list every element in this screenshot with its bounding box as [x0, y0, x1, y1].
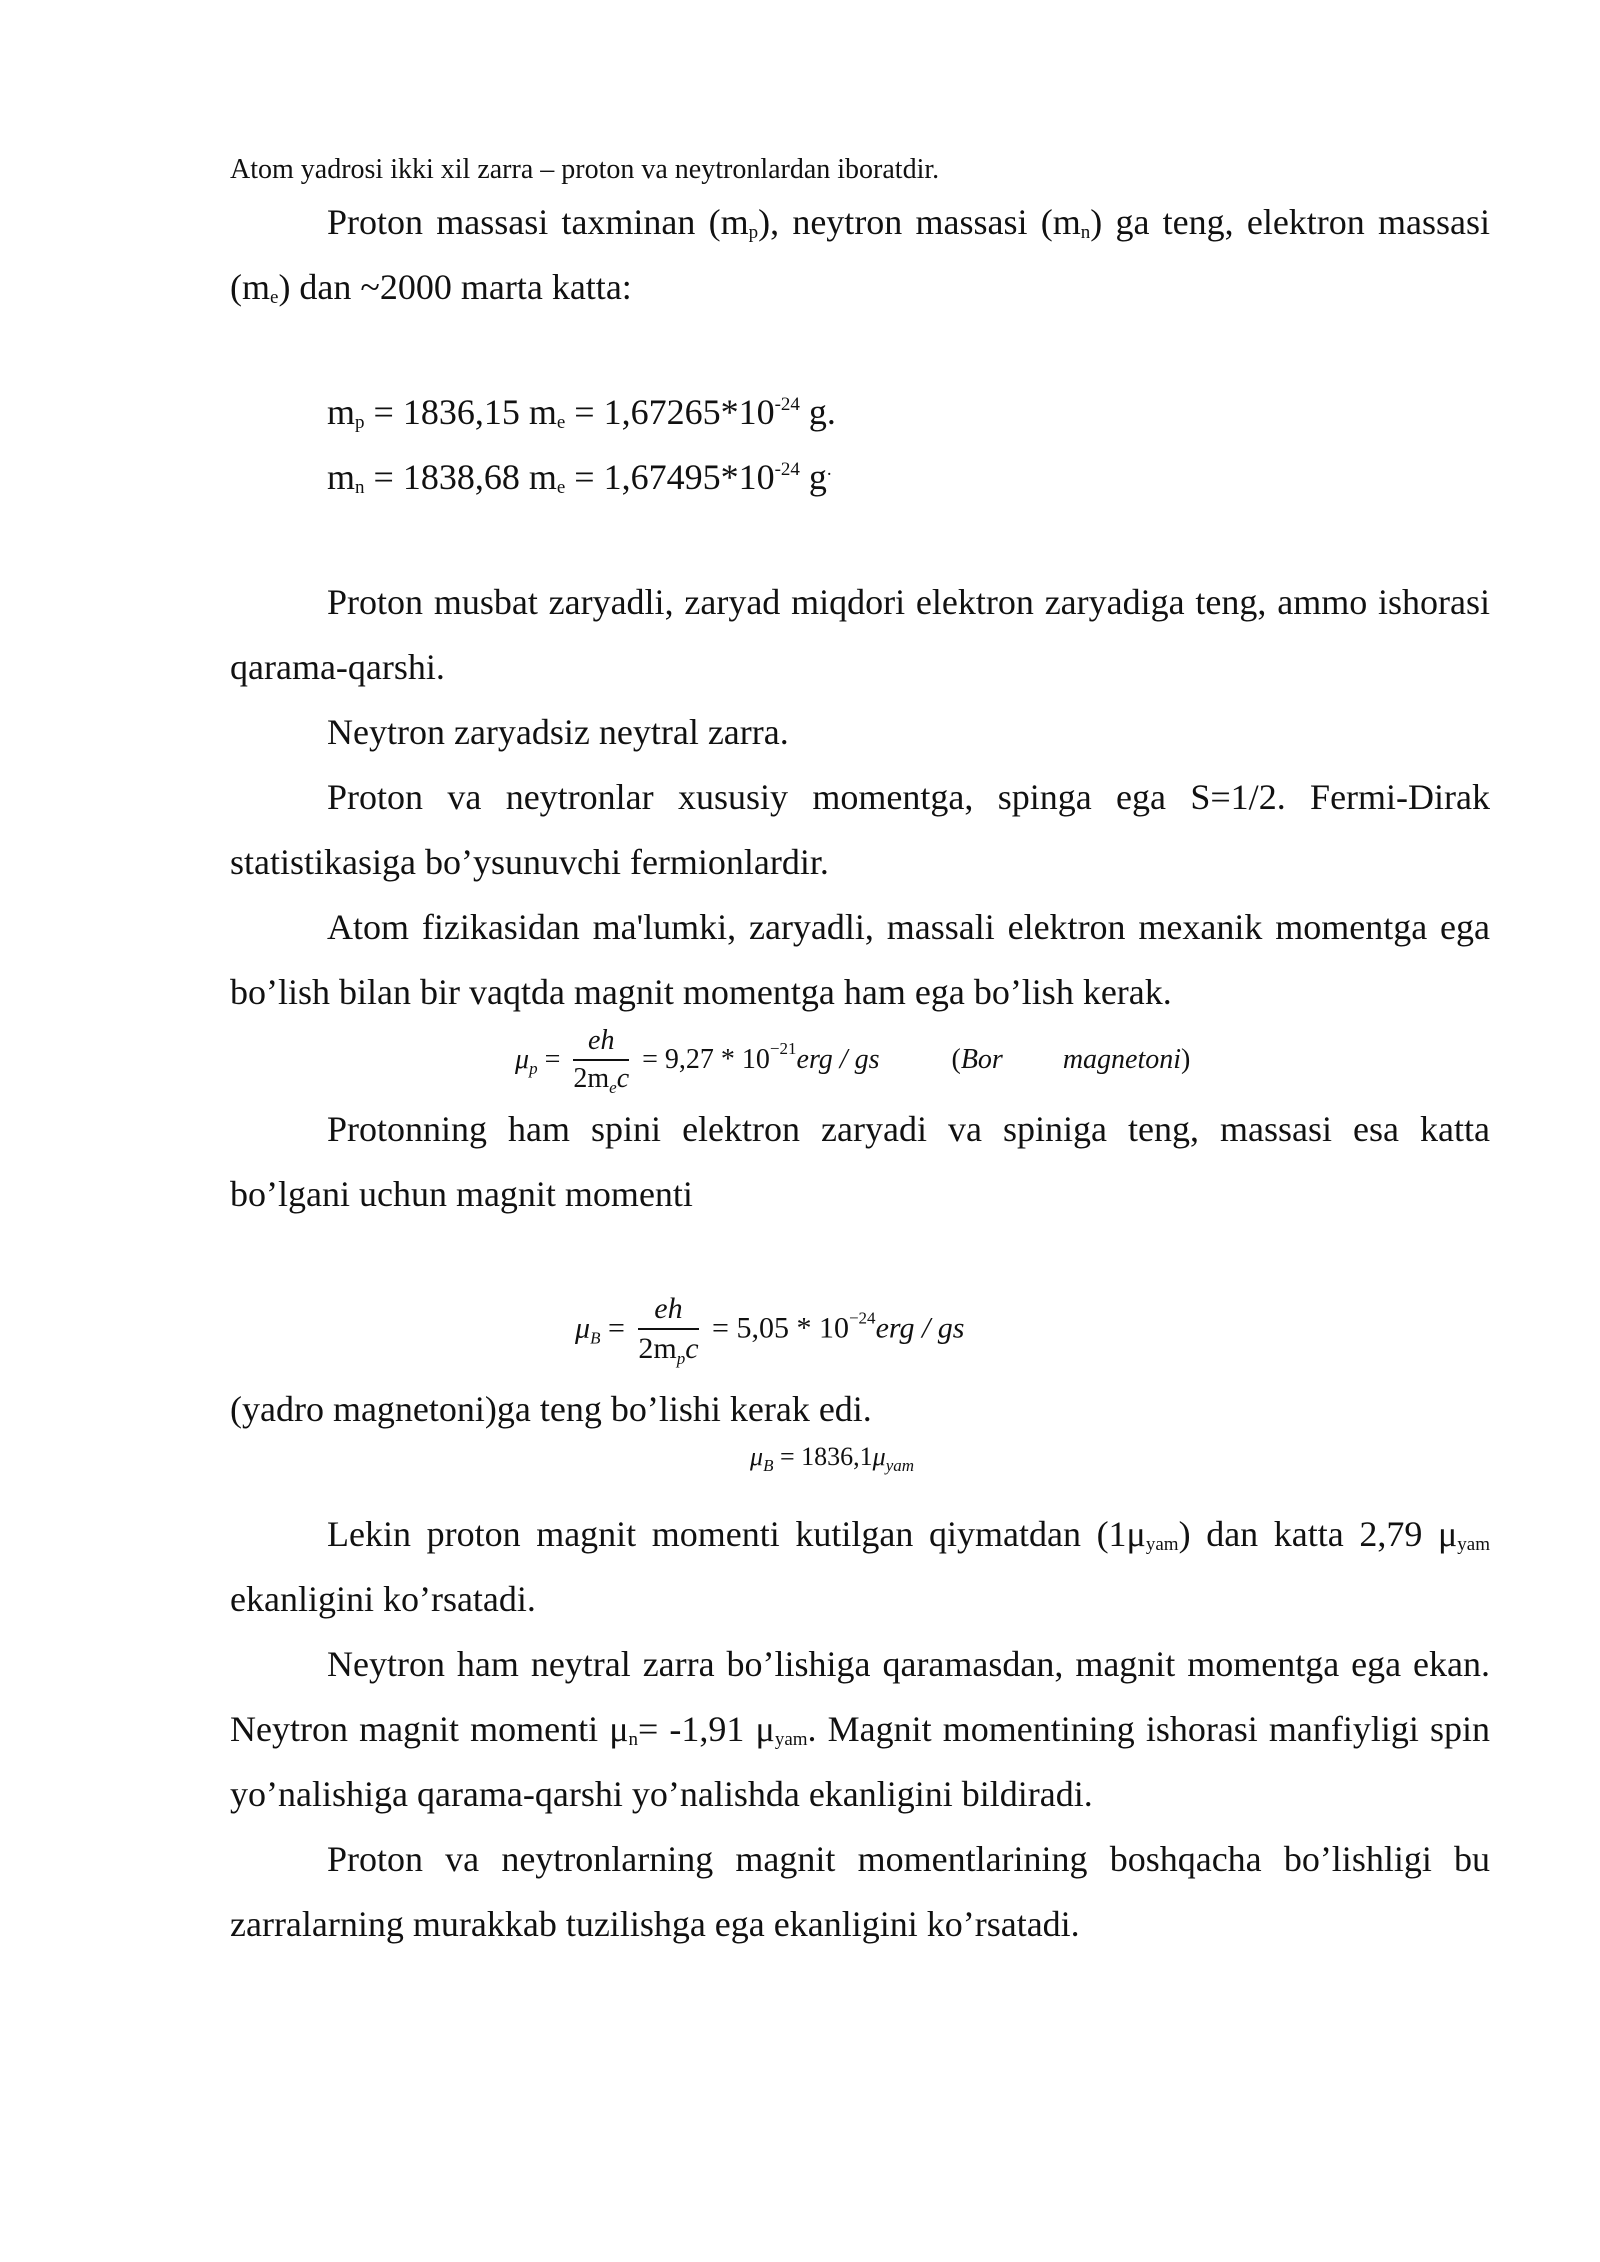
p9-sub-yam: yam: [774, 1729, 808, 1750]
p9-text-a: Neytron ham neytral zarra bo’lishiga qaramasdan, magnit momentga ega ekan. Neytron magnit momenti μ: [230, 1644, 1490, 1749]
f3-mu-sub: B: [763, 1456, 774, 1475]
document-page: [230, 150, 1490, 1957]
f2-mu: μ: [575, 1311, 591, 1345]
f1-paren-close: ): [1181, 1043, 1191, 1075]
eq-mp-sub: p: [355, 412, 365, 433]
paragraph-mass-comparison: [230, 190, 1490, 320]
p1-text-d: ) dan ~2000 marta katta:: [278, 267, 632, 307]
eq-mn-value: = 1,67495*10: [565, 457, 775, 497]
paragraph-proton-moment: [230, 1502, 1490, 1632]
f1-rhs: = 9,27 * 10: [642, 1043, 770, 1075]
formula-mu-b-relation: [750, 1442, 1490, 1492]
p9-text-c: . Magnit momentining ishorasi manfiyligi spin yo’nalishiga qarama-qarshi yo’nalishda ekanligini bildiradi.: [230, 1709, 1490, 1814]
p1-sub-p: p: [748, 222, 759, 243]
eq-mn-m: m: [327, 457, 356, 497]
f2-equals: =: [607, 1311, 625, 1345]
p1-text-c: ) ga teng, elektron massasi (m: [230, 202, 1491, 307]
eq-mn-sub-e: e: [556, 477, 566, 498]
f2-exponent: −24: [848, 1308, 876, 1328]
p9-text-b: = -1,91 μ: [638, 1709, 775, 1749]
f3-rhs: = 1836,1: [779, 1442, 873, 1471]
p1-text-b: ), neytron massasi (m: [758, 202, 1081, 242]
formula-nuclear-magneton: [575, 1292, 1490, 1377]
f1-den-sub: e: [609, 1078, 617, 1097]
f2-fraction: [638, 1292, 698, 1369]
p1-sub-e: e: [270, 287, 279, 308]
f1-exponent: −21: [769, 1038, 797, 1058]
intro-line: Atom yadrosi ikki xil zarra – proton va neytronlardan iboratdir.: [230, 154, 940, 185]
eq-mn-unit: g: [799, 457, 827, 497]
p9-sub-n: n: [628, 1729, 639, 1750]
eq-mp-m: m: [327, 392, 356, 432]
eq-mn-dot: .: [826, 459, 832, 480]
f1-note-bor: Bor: [960, 1043, 1003, 1075]
p8-text-b: ) dan katta 2,79 μ: [1178, 1514, 1458, 1554]
f1-equals: =: [544, 1043, 561, 1075]
p8-text-c: ekanligini ko’rsatadi.: [230, 1579, 536, 1619]
f2-mu-sub: B: [590, 1328, 601, 1348]
p8-sub-yam-1: yam: [1145, 1534, 1179, 1555]
p8-text-a: Lekin proton magnit momenti kutilgan qiymatdan (1μ: [327, 1514, 1146, 1554]
f2-den-a: 2m: [638, 1332, 677, 1365]
f1-den-b: c: [616, 1063, 630, 1094]
f3-mu: μ: [750, 1442, 764, 1471]
equation-neutron-mass: [230, 445, 1490, 510]
eq-mp-unit: g.: [799, 392, 836, 432]
paragraph-neutron-moment: [230, 1632, 1490, 1827]
paragraph-proton-spin: Protonning ham spini elektron zaryadi va spiniga teng, massasi esa katta bo’lgani uchun magnit momenti: [230, 1109, 1490, 1214]
f2-unit: erg / gs: [875, 1311, 965, 1345]
eq-mn-exponent: -24: [774, 459, 800, 480]
f2-numerator: eh: [638, 1292, 698, 1330]
f3-mu2-sub: yam: [885, 1456, 915, 1475]
paragraph-spin: Proton va neytronlar xususiy momentga, spinga ega S=1/2. Fermi-Dirak statistikasiga bo’ysunuvchi fermionlardir.: [230, 777, 1490, 882]
f3-mu2: μ: [872, 1442, 886, 1471]
p1-sub-n: n: [1080, 222, 1091, 243]
eq-mp-value: = 1,67265*10: [565, 392, 775, 432]
f2-denominator: [638, 1330, 698, 1369]
eq-mp-exponent: -24: [774, 394, 800, 415]
f1-mu: μ: [515, 1043, 530, 1075]
paragraph-atom-physics: Atom fizikasidan ma'lumki, zaryadli, massali elektron mexanik momentga ega bo’lish bilan bir vaqtda magnit momentga ham ega bo’lish kerak.: [230, 907, 1490, 1012]
f1-fraction: [573, 1025, 629, 1098]
f1-den-a: 2m: [573, 1063, 610, 1094]
f1-denominator: [573, 1061, 629, 1098]
eq-mp-mid: = 1836,15 m: [364, 392, 557, 432]
p1-text-a: Proton massasi taxminan (m: [327, 202, 749, 242]
p8-sub-yam-2: yam: [1457, 1534, 1491, 1555]
equation-proton-mass: [230, 380, 1490, 445]
eq-mn-mid: = 1838,68 m: [364, 457, 557, 497]
formula-bohr-magneton: [515, 1025, 1490, 1095]
f1-numerator: eh: [573, 1025, 629, 1061]
paragraph-conclusion: Proton va neytronlarning magnit momentlarining boshqacha bo’lishligi bu zarralarning murakkab tuzilishga ega ekanligini ko’rsatadi.: [230, 1839, 1490, 1944]
f1-paren-open: (: [951, 1043, 961, 1075]
f1-unit: erg / gs: [796, 1043, 880, 1075]
f2-den-b: c: [685, 1332, 699, 1365]
f2-rhs: = 5,05 * 10: [712, 1311, 849, 1345]
paragraph-nuclear-magneton: (yadro magnetoni)ga teng bo’lishi kerak edi.: [230, 1389, 872, 1429]
f2-den-sub: p: [676, 1349, 686, 1368]
f1-note-magnetoni: magnetoni: [1062, 1043, 1182, 1075]
f1-mu-sub: p: [529, 1058, 538, 1078]
paragraph-proton-charge: Proton musbat zaryadli, zaryad miqdori elektron zaryadiga teng, ammo ishorasi qarama-qarshi.: [230, 582, 1490, 687]
eq-mp-sub-e: e: [556, 412, 566, 433]
paragraph-neutron-neutral: Neytron zaryadsiz neytral zarra.: [327, 712, 789, 752]
eq-mn-sub: n: [355, 477, 365, 498]
